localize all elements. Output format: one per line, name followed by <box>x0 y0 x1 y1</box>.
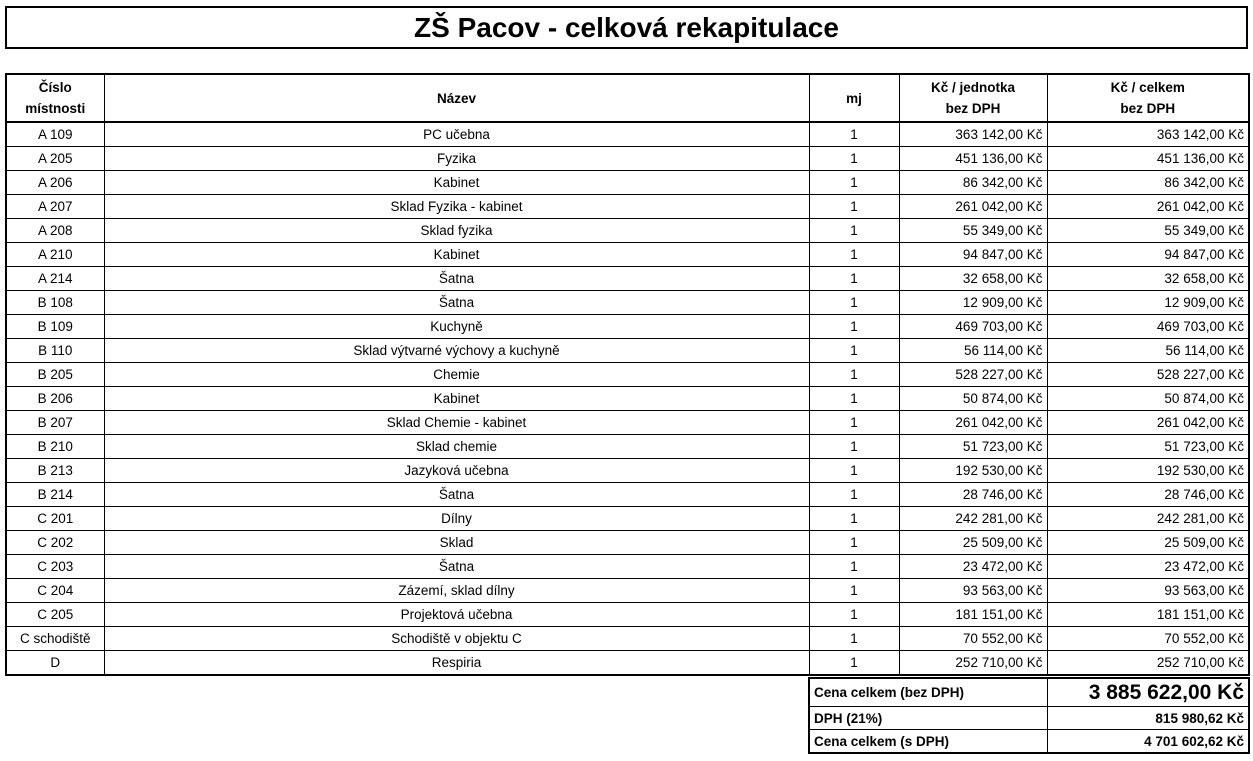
name-cell: Šatna <box>104 291 809 315</box>
unit-cell: 1 <box>809 531 899 555</box>
room-cell: C schodiště <box>6 627 104 651</box>
total-cell: 94 847,00 Kč <box>1047 243 1249 267</box>
table-row <box>6 555 1249 579</box>
total-cell: 261 042,00 Kč <box>1047 195 1249 219</box>
unit-cell: 1 <box>809 435 899 459</box>
name-cell: Kuchyně <box>104 315 809 339</box>
header-total <box>1047 74 1249 122</box>
unit-cell: 1 <box>809 122 899 147</box>
header-unit-price-line1: Kč / jednotka <box>930 80 1016 95</box>
name-cell: Projektová učebna <box>104 603 809 627</box>
header-row <box>6 74 1249 122</box>
room-cell: A 205 <box>6 147 104 171</box>
header-room <box>6 74 104 122</box>
total-cell: 25 509,00 Kč <box>1047 531 1249 555</box>
table-row <box>6 531 1249 555</box>
name-cell: Zázemí, sklad dílny <box>104 579 809 603</box>
table-row <box>6 267 1249 291</box>
name-cell: Chemie <box>104 363 809 387</box>
room-cell: A 208 <box>6 219 104 243</box>
header-total-line1: Kč / celkem <box>1110 80 1185 95</box>
unit-cell: 1 <box>809 411 899 435</box>
table-row <box>6 603 1249 627</box>
name-cell: PC učebna <box>104 122 809 147</box>
room-cell: B 206 <box>6 387 104 411</box>
name-cell: Sklad Chemie - kabinet <box>104 411 809 435</box>
unit-price-cell: 55 349,00 Kč <box>899 219 1047 243</box>
unit-price-cell: 192 530,00 Kč <box>899 459 1047 483</box>
unit-cell: 1 <box>809 579 899 603</box>
table-row <box>6 627 1249 651</box>
unit-cell: 1 <box>809 243 899 267</box>
unit-cell: 1 <box>809 315 899 339</box>
room-cell: C 201 <box>6 507 104 531</box>
total-cell: 242 281,00 Kč <box>1047 507 1249 531</box>
unit-price-cell: 469 703,00 Kč <box>899 315 1047 339</box>
header-room-line2: místnosti <box>25 101 86 116</box>
room-cell: C 205 <box>6 603 104 627</box>
unit-cell: 1 <box>809 459 899 483</box>
table-row <box>6 459 1249 483</box>
header-unit-price <box>899 74 1047 122</box>
total-cell: 363 142,00 Kč <box>1047 122 1249 147</box>
unit-price-cell: 261 042,00 Kč <box>899 195 1047 219</box>
name-cell: Sklad <box>104 531 809 555</box>
room-cell: A 206 <box>6 171 104 195</box>
total-cell: 28 746,00 Kč <box>1047 483 1249 507</box>
total-cell: 55 349,00 Kč <box>1047 219 1249 243</box>
name-cell: Šatna <box>104 555 809 579</box>
total-cell: 261 042,00 Kč <box>1047 411 1249 435</box>
total-cell: 12 909,00 Kč <box>1047 291 1249 315</box>
total-cell: 252 710,00 Kč <box>1047 651 1249 676</box>
name-cell: Kabinet <box>104 387 809 411</box>
page-title: ZŠ Pacov - celková rekapitulace <box>5 6 1248 49</box>
summary-value: 4 701 602,62 Kč <box>1047 730 1249 754</box>
unit-cell: 1 <box>809 555 899 579</box>
total-cell: 32 658,00 Kč <box>1047 267 1249 291</box>
summary-label: DPH (21%) <box>809 707 1047 730</box>
unit-price-cell: 56 114,00 Kč <box>899 339 1047 363</box>
unit-cell: 1 <box>809 219 899 243</box>
unit-price-cell: 242 281,00 Kč <box>899 507 1047 531</box>
unit-price-cell: 12 909,00 Kč <box>899 291 1047 315</box>
name-cell: Sklad výtvarné výchovy a kuchyně <box>104 339 809 363</box>
unit-price-cell: 181 151,00 Kč <box>899 603 1047 627</box>
name-cell: Fyzika <box>104 147 809 171</box>
table-row <box>6 651 1249 676</box>
unit-price-cell: 451 136,00 Kč <box>899 147 1047 171</box>
name-cell: Dílny <box>104 507 809 531</box>
table-row <box>6 315 1249 339</box>
unit-price-cell: 94 847,00 Kč <box>899 243 1047 267</box>
name-cell: Šatna <box>104 267 809 291</box>
room-cell: A 109 <box>6 122 104 147</box>
unit-cell: 1 <box>809 363 899 387</box>
header-total-line2: bez DPH <box>1120 101 1176 116</box>
header-unit: mj <box>809 74 899 122</box>
table-row <box>6 435 1249 459</box>
unit-cell: 1 <box>809 171 899 195</box>
name-cell: Schodiště v objektu C <box>104 627 809 651</box>
unit-price-cell: 28 746,00 Kč <box>899 483 1047 507</box>
unit-cell: 1 <box>809 603 899 627</box>
unit-cell: 1 <box>809 627 899 651</box>
unit-cell: 1 <box>809 291 899 315</box>
unit-price-cell: 70 552,00 Kč <box>899 627 1047 651</box>
unit-price-cell: 25 509,00 Kč <box>899 531 1047 555</box>
table-row <box>6 291 1249 315</box>
room-cell: C 202 <box>6 531 104 555</box>
unit-price-cell: 261 042,00 Kč <box>899 411 1047 435</box>
unit-cell: 1 <box>809 507 899 531</box>
unit-cell: 1 <box>809 651 899 676</box>
table-row <box>6 363 1249 387</box>
unit-cell: 1 <box>809 147 899 171</box>
total-cell: 56 114,00 Kč <box>1047 339 1249 363</box>
room-cell: D <box>6 651 104 676</box>
summary-value: 815 980,62 Kč <box>1047 707 1249 730</box>
name-cell: Sklad fyzika <box>104 219 809 243</box>
name-cell: Šatna <box>104 483 809 507</box>
room-cell: B 214 <box>6 483 104 507</box>
total-cell: 451 136,00 Kč <box>1047 147 1249 171</box>
unit-price-cell: 252 710,00 Kč <box>899 651 1047 676</box>
total-cell: 93 563,00 Kč <box>1047 579 1249 603</box>
table-row <box>6 195 1249 219</box>
unit-price-cell: 32 658,00 Kč <box>899 267 1047 291</box>
summary-label: Cena celkem (s DPH) <box>809 730 1047 754</box>
unit-price-cell: 93 563,00 Kč <box>899 579 1047 603</box>
unit-price-cell: 51 723,00 Kč <box>899 435 1047 459</box>
room-cell: C 204 <box>6 579 104 603</box>
name-cell: Sklad Fyzika - kabinet <box>104 195 809 219</box>
header-unit-price-line2: bez DPH <box>945 101 1001 116</box>
unit-price-cell: 86 342,00 Kč <box>899 171 1047 195</box>
table-row <box>6 483 1249 507</box>
table-row <box>6 507 1249 531</box>
name-cell: Kabinet <box>104 171 809 195</box>
total-cell: 70 552,00 Kč <box>1047 627 1249 651</box>
total-cell: 51 723,00 Kč <box>1047 435 1249 459</box>
summary-value: 3 885 622,00 Kč <box>1047 678 1249 707</box>
unit-price-cell: 23 472,00 Kč <box>899 555 1047 579</box>
room-cell: A 210 <box>6 243 104 267</box>
table-row <box>6 243 1249 267</box>
table-row <box>6 579 1249 603</box>
room-cell: B 210 <box>6 435 104 459</box>
total-cell: 23 472,00 Kč <box>1047 555 1249 579</box>
unit-price-cell: 528 227,00 Kč <box>899 363 1047 387</box>
total-cell: 50 874,00 Kč <box>1047 387 1249 411</box>
unit-price-cell: 50 874,00 Kč <box>899 387 1047 411</box>
summary-label: Cena celkem (bez DPH) <box>809 678 1047 707</box>
total-cell: 181 151,00 Kč <box>1047 603 1249 627</box>
room-cell: B 207 <box>6 411 104 435</box>
name-cell: Jazyková učebna <box>104 459 809 483</box>
total-cell: 192 530,00 Kč <box>1047 459 1249 483</box>
table-row <box>6 339 1249 363</box>
summary-row <box>809 707 1249 730</box>
summary-table <box>808 677 1250 754</box>
header-name: Název <box>104 74 809 122</box>
table-row <box>6 219 1249 243</box>
room-cell: B 109 <box>6 315 104 339</box>
total-cell: 86 342,00 Kč <box>1047 171 1249 195</box>
name-cell: Sklad chemie <box>104 435 809 459</box>
total-cell: 528 227,00 Kč <box>1047 363 1249 387</box>
unit-price-cell: 363 142,00 Kč <box>899 122 1047 147</box>
unit-cell: 1 <box>809 483 899 507</box>
room-cell: A 207 <box>6 195 104 219</box>
room-cell: C 203 <box>6 555 104 579</box>
summary-row <box>809 678 1249 707</box>
unit-cell: 1 <box>809 195 899 219</box>
room-cell: B 213 <box>6 459 104 483</box>
table-row <box>6 411 1249 435</box>
room-cell: A 214 <box>6 267 104 291</box>
table-row <box>6 171 1249 195</box>
table-row <box>6 147 1249 171</box>
summary-row <box>809 730 1249 754</box>
room-cell: B 108 <box>6 291 104 315</box>
name-cell: Kabinet <box>104 243 809 267</box>
table-row <box>6 387 1249 411</box>
unit-cell: 1 <box>809 387 899 411</box>
table-row <box>6 122 1249 147</box>
unit-cell: 1 <box>809 267 899 291</box>
room-cell: B 205 <box>6 363 104 387</box>
header-room-line1: Číslo <box>38 80 72 95</box>
room-cell: B 110 <box>6 339 104 363</box>
unit-cell: 1 <box>809 339 899 363</box>
recap-table <box>5 73 1250 676</box>
name-cell: Respiria <box>104 651 809 676</box>
total-cell: 469 703,00 Kč <box>1047 315 1249 339</box>
